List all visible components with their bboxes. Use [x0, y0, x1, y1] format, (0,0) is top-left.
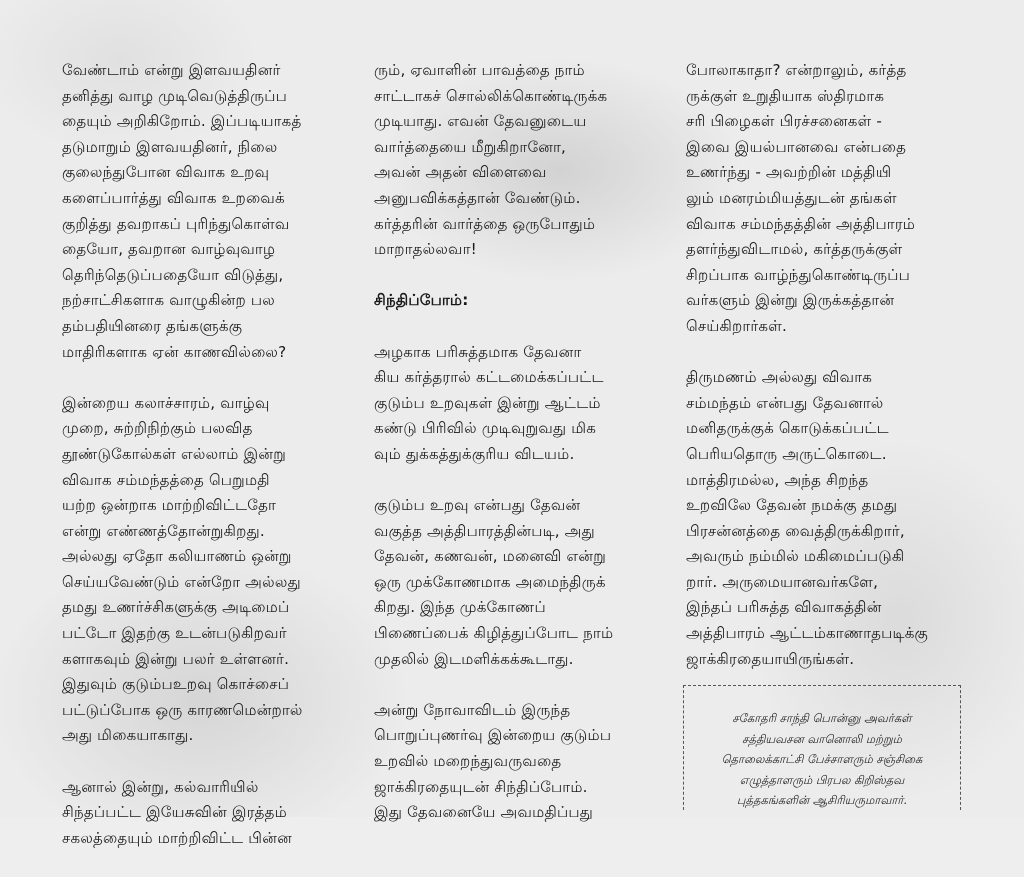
- paragraph: குடும்ப உறவு என்பது தேவன் வகுத்த அத்திபாரத்தின்படி, அது தேவன், கணவன், மனைவி என்று ஒரு முக்கோணமாக அமைந்திருக் கிறது. இந்த முக்கோணப் பிணைப்பைக் கிழித்துப்போட நாம் முதலில் இடமளிக்கக்கூடாது.: [374, 496, 614, 668]
- column-1: [62, 58, 352, 877]
- paragraph: போலாகாதா? என்றாலும், கர்த்த ருக்குள் உறுதியாக ஸ்திரமாக சரி பிழைகள் பிரச்சனைகள் - இவை இயல்பானவை என்பதை உணர்ந்து - அவற்றின் மத்தியி லும் மனரம்மியத்துடன் தங்கள் விவாக சம்மந்தத்தின் அத்திபாரம் தளர்ந்துவிடாமல், கர்த்தருக்குள் சிறப்பாக வாழ்ந்துகொண்டிருப்ப வர்களும் இன்று இருக்கத்தான் செய்கிறார்கள்.: [686, 61, 916, 335]
- paragraph: ரும், ஏவாளின் பாவத்தை நாம் சாட்டாகச் சொல்லிக்கொண்டிருக்க முடியாது. எவன் தேவனுடைய வார்த்தையை மீறுகிறானோ, அவன் அதன் விளைவை அனுபவிக்கத்தான் வேண்டும். கர்த்தரின் வார்த்தை ஒருபோதும் மாறாதல்லவா!: [374, 61, 608, 259]
- column-2: [374, 58, 664, 851]
- paragraph: அழகாக பரிசுத்தமாக தேவனா கிய கர்த்தரால் கட்டமைக்கப்பட்ட குடும்ப உறவுகள் இன்று ஆட்டம் கண்டு பிரிவில் முடிவுறுவது மிக வும் துக்கத்துக்குரிய விடயம்.: [374, 342, 604, 463]
- section-heading: சிந்திப்போம்:: [374, 291, 469, 310]
- paragraph: திருமணம் அல்லது விவாக சம்மந்தம் என்பது தேவனால் மனிதருக்குக் கொடுக்கப்பட்ட பெரியதொரு அருட்கொடை. மாத்திரமல்ல, அந்த சிறந்த உறவிலே தேவன் நமக்கு தமது பிரசன்னத்தை வைத்திருக்கிறார், அவரும் நம்மில் மகிமைப்படுகி றார். அருமையானவர்களே, இந்தப் பரிசுத்த விவாகத்தின் அத்திபாரம் ஆட்டம்காணாதபடிக்கு ஜாக்கிரதையாயிருங்கள்.: [686, 368, 929, 668]
- paragraph: அன்று நோவாவிடம் இருந்த பொறுப்புணர்வு இன்றைய குடும்ப உறவில் மறைந்துவருவதை ஜாக்கிரதையுடன் சிந்திப்போம். இது தேவனையே அவமதிப்பது: [374, 700, 612, 822]
- paragraph: வேண்டாம் என்று இளவயதினர் தனித்து வாழ முடிவெடுத்திருப்ப தையும் அறிகிறோம். இப்படியாகத் தடுமாறும் இளவயதினர், நிலை குலைந்துபோன விவாக உறவு களைப்பார்த்து விவாக உறவைக் குறித்து தவறாகப் புரிந்துகொள்வ தையோ, தவறான வாழ்வுவாழ தெரிந்தெடுப்பதையோ விடுத்து, நற்சாட்சிகளாக வாழுகின்ற பல தம்பதியினரை தங்களுக்கு மாதிரிகளாக ஏன் காணவில்லை?: [62, 61, 302, 361]
- paragraph: இன்றைய கலாச்சாரம், வாழ்வு முறை, சுற்றிநிற்கும் பலவித தூண்டுகோல்கள் எல்லாம் இன்று விவாக சம்மந்தத்தை பெறுமதி யற்ற ஒன்றாக மாற்றிவிட்டதோ என்று எண்ணத்தோன்றுகிறது. அல்லது ஏதோ கலியாணம் ஒன்று செய்யவேண்டும் என்றோ அல்லது தமது உணர்ச்சிகளுக்கு அடிமைப் பட்டோ இதற்கு உடன்படுகிறவர் களாகவும் இன்று பலர் உள்ளனர். இதுவும் குடும்பஉறவு கொச்சைப் பட்டுப்போக ஒரு காரணமென்றால் அது மிகையாகாது.: [62, 393, 303, 745]
- author-note: சகோதரி சாந்தி பொன்னு அவர்கள் சத்தியவசன வானொலி மற்றும் தொலைக்காட்சி பேச்சாளரும் சஞ்சிகை எழுத்தாளரும் பிரபல கிறிஸ்தவ புத்தகங்களின் ஆசிரியருமாவார்.: [721, 711, 923, 807]
- paragraph: ஆனால் இன்று, கல்வாரியில் சிந்தப்பட்ட இயேசுவின் இரத்தம் சகலத்தையும் மாற்றிவிட்ட பின்ன: [62, 777, 292, 847]
- column-3: [686, 58, 986, 698]
